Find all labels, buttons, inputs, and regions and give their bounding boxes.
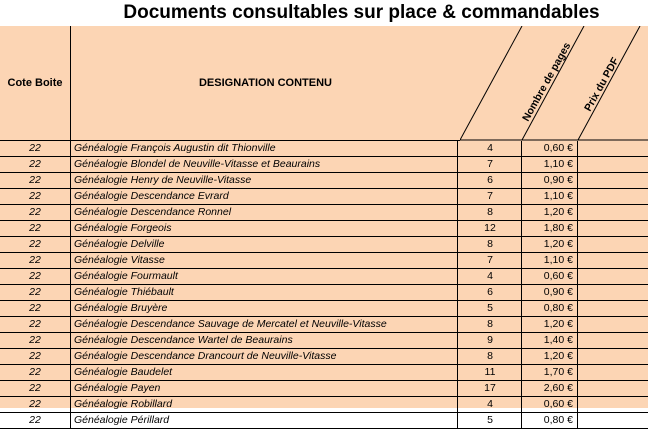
table-row[interactable] [0,333,648,349]
cell-cote[interactable]: 22 [0,157,71,172]
table-row[interactable] [0,189,648,205]
empty-cell[interactable] [579,301,648,316]
table-row[interactable] [0,301,648,317]
cell-cote[interactable]: 22 [0,397,71,412]
cell-prix[interactable]: 1,40 € [522,333,578,348]
cell-pages[interactable]: 6 [459,285,522,300]
empty-cell[interactable] [579,205,648,220]
empty-cell[interactable] [579,157,648,172]
cell-prix[interactable]: 1,10 € [522,253,578,268]
table-row[interactable] [0,221,648,237]
cell-prix[interactable]: 0,80 € [522,413,578,428]
spreadsheet-table [0,26,648,426]
cell-prix[interactable]: 0,80 € [522,301,578,316]
cell-cote[interactable]: 22 [0,253,71,268]
header-designation-contenu[interactable]: DESIGNATION CONTENU [71,26,460,141]
table-row[interactable] [0,317,648,333]
header-cote-boite[interactable]: Cote Boite [0,26,71,141]
table-row[interactable] [0,285,648,301]
table-row[interactable] [0,237,648,253]
empty-cell[interactable] [579,413,648,428]
cell-cote[interactable]: 22 [0,285,71,300]
cell-cote[interactable]: 22 [0,301,71,316]
cell-designation[interactable]: Généalogie Blondel de Neuville-Vitasse et Beaurains [71,157,458,172]
cell-designation[interactable]: Généalogie Delville [71,237,458,252]
cell-cote[interactable]: 22 [0,189,71,204]
table-row[interactable] [0,205,648,221]
empty-cell[interactable] [579,333,648,348]
page-title: Documents consultables sur place & commandables [123,2,600,23]
cell-pages[interactable]: 8 [459,237,522,252]
cell-pages[interactable]: 6 [459,173,522,188]
cell-prix[interactable]: 0,90 € [522,173,578,188]
empty-cell[interactable] [579,365,648,380]
cell-pages[interactable]: 7 [459,189,522,204]
header-divider-line [460,26,522,140]
cell-prix[interactable]: 1,20 € [522,205,578,220]
cell-designation[interactable]: Généalogie Henry de Neuville-Vitasse [71,173,458,188]
cell-pages[interactable]: 5 [459,413,522,428]
cell-pages[interactable]: 12 [459,221,522,236]
cell-designation[interactable]: Généalogie Bruyère [71,301,458,316]
cell-cote[interactable]: 22 [0,205,71,220]
cell-prix[interactable]: 0,60 € [522,141,578,156]
cell-prix[interactable]: 1,70 € [522,365,578,380]
cell-pages[interactable]: 4 [459,397,522,412]
empty-cell[interactable] [579,397,648,412]
rotated-headers [460,26,648,141]
cell-prix[interactable]: 1,20 € [522,317,578,332]
table-row[interactable] [0,413,648,429]
cell-prix[interactable]: 1,80 € [522,221,578,236]
table-body [0,141,648,429]
cell-designation[interactable]: Généalogie Robillard [71,397,458,412]
header-nombre-de-pages[interactable]: Nombre de pages [520,40,574,124]
cell-pages[interactable]: 8 [459,205,522,220]
table-row[interactable] [0,381,648,397]
cell-pages[interactable]: 4 [459,141,522,156]
cell-designation[interactable]: Généalogie Thiébault [71,285,458,300]
table-row[interactable] [0,269,648,285]
table-row[interactable] [0,253,648,269]
cell-prix[interactable]: 0,60 € [522,269,578,284]
cell-pages[interactable]: 7 [459,157,522,172]
cell-designation[interactable]: Généalogie Forgeois [71,221,458,236]
cell-cote[interactable]: 22 [0,269,71,284]
empty-cell[interactable] [579,269,648,284]
empty-cell[interactable] [579,381,648,396]
empty-cell[interactable] [579,141,648,156]
cell-prix[interactable]: 2,60 € [522,381,578,396]
cell-designation[interactable]: Généalogie Descendance Evrard [71,189,458,204]
cell-pages[interactable]: 8 [459,317,522,332]
cell-pages[interactable]: 11 [459,365,522,380]
empty-cell[interactable] [579,189,648,204]
empty-cell[interactable] [579,237,648,252]
cell-pages[interactable]: 5 [459,301,522,316]
cell-designation[interactable]: Généalogie François Augustin dit Thionville [71,141,458,156]
cell-cote[interactable]: 22 [0,317,71,332]
cell-cote[interactable]: 22 [0,173,71,188]
cell-prix[interactable]: 1,10 € [522,157,578,172]
cell-pages[interactable]: 4 [459,269,522,284]
table-row[interactable] [0,349,648,365]
cell-cote[interactable]: 22 [0,237,71,252]
cell-pages[interactable]: 9 [459,333,522,348]
cell-pages[interactable]: 7 [459,253,522,268]
cell-prix[interactable]: 1,10 € [522,189,578,204]
table-row[interactable] [0,397,648,413]
table-row[interactable] [0,141,648,157]
table-row[interactable] [0,173,648,189]
cell-pages[interactable]: 17 [459,381,522,396]
empty-cell[interactable] [579,317,648,332]
cell-cote[interactable]: 22 [0,221,71,236]
cell-cote[interactable]: 22 [0,413,71,428]
cell-prix[interactable]: 1,20 € [522,237,578,252]
cell-cote[interactable]: 22 [0,365,71,380]
empty-cell[interactable] [579,349,648,364]
empty-cell[interactable] [579,173,648,188]
cell-prix[interactable]: 0,60 € [522,397,578,412]
cell-cote[interactable]: 22 [0,349,71,364]
cell-pages[interactable]: 8 [459,349,522,364]
cell-cote[interactable]: 22 [0,141,71,156]
header-prix-du-pdf[interactable]: Prix du PDF [582,55,622,114]
cell-designation[interactable]: Généalogie Descendance Ronnel [71,205,458,220]
cell-designation[interactable]: Généalogie Baudelet [71,365,458,380]
cell-designation[interactable]: Généalogie Périllard [71,413,458,428]
cell-designation[interactable]: Généalogie Fourmault [71,269,458,284]
empty-cell[interactable] [579,285,648,300]
empty-cell[interactable] [579,221,648,236]
cell-designation[interactable]: Généalogie Descendance Drancourt de Neuville-Vitasse [71,349,458,364]
table-row[interactable] [0,365,648,381]
cell-designation[interactable]: Généalogie Descendance Sauvage de Mercatel et Neuville-Vitasse [71,317,458,332]
cell-cote[interactable]: 22 [0,381,71,396]
cell-cote[interactable]: 22 [0,333,71,348]
table-row[interactable] [0,157,648,173]
cell-designation[interactable]: Généalogie Descendance Wartel de Beaurains [71,333,458,348]
cell-designation[interactable]: Généalogie Vitasse [71,253,458,268]
cell-designation[interactable]: Généalogie Payen [71,381,458,396]
cell-prix[interactable]: 0,90 € [522,285,578,300]
cell-prix[interactable]: 1,20 € [522,349,578,364]
empty-cell[interactable] [579,253,648,268]
